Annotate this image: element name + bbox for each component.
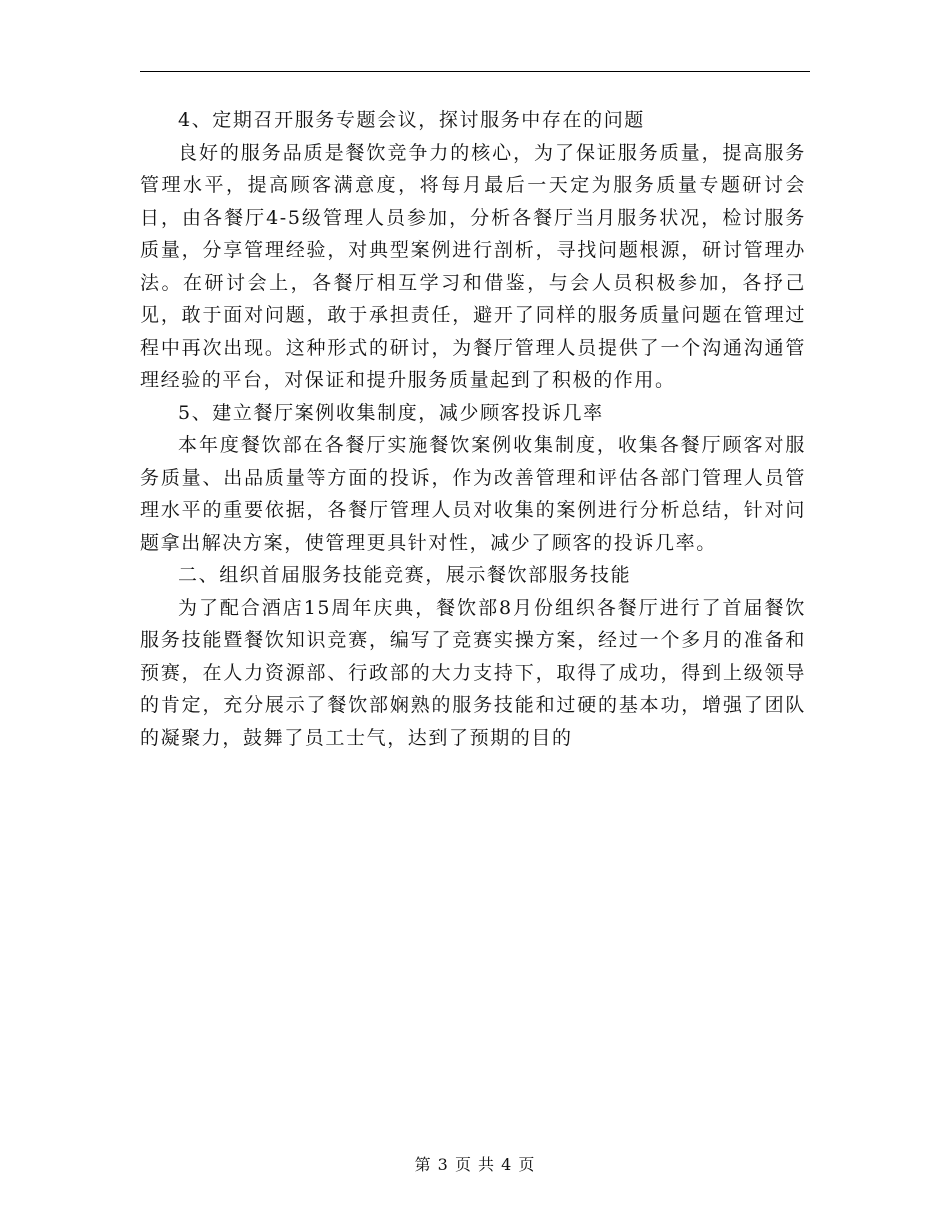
heading-skill-competition: 二、组织首届服务技能竞赛，展示餐饮部服务技能	[178, 564, 632, 586]
paragraph-skill-competition: 为了配合酒店15周年庆典，餐饮部8月份组织各餐厅进行了首届餐饮服务技能暨餐饮知识竞赛，编写了竞赛实操方案，经过一个多月的准备和预赛，在人力资源部、行政部的大力支持下，取得了成功，得到上级领导的肯定，充分展示了餐饮部娴熟的服务技能和过硬的基本功，增强了团队的凝聚力，鼓舞了员工士气，达到了预期的目的	[140, 596, 806, 749]
heading-case-collection: 5、建立餐厅案例收集制度，减少顾客投诉几率	[178, 401, 604, 424]
page-footer: 第 3 页 共 4 页	[414, 1155, 536, 1174]
header-rule	[140, 71, 810, 72]
paragraph-service-meeting: 良好的服务品质是餐饮竞争力的核心，为了保证服务质量，提高服务管理水平，提高顾客满意度，将每月最后一天定为服务质量专题研讨会日，由各餐厅4-5级管理人员参加，分析各餐厅当月服务状况，检讨服务质量，分享管理经验，对典型案例进行剖析，寻找问题根源，研讨管理办法。在研讨会上，各餐厅相互学习和借鉴，与会人员积极参加，各抒己见，敢于面对问题，敢于承担责任，避开了同样的服务质量问题在管理过程中再次出现。这种形式的研讨，为餐厅管理人员提供了一个沟通沟通管理经验的平台，对保证和提升服务质量起到了积极的作用。	[140, 141, 806, 391]
body-text	[140, 104, 806, 754]
paragraph-case-collection: 本年度餐饮部在各餐厅实施餐饮案例收集制度，收集各餐厅顾客对服务质量、出品质量等方面的投诉，作为改善管理和评估各部门管理人员管理水平的重要依据，各餐厅管理人员对收集的案例进行分析总结，针对问题拿出解决方案，使管理更具针对性，减少了顾客的投诉几率。	[140, 434, 806, 554]
heading-service-meeting: 4、定期召开服务专题会议，探讨服务中存在的问题	[178, 109, 645, 131]
